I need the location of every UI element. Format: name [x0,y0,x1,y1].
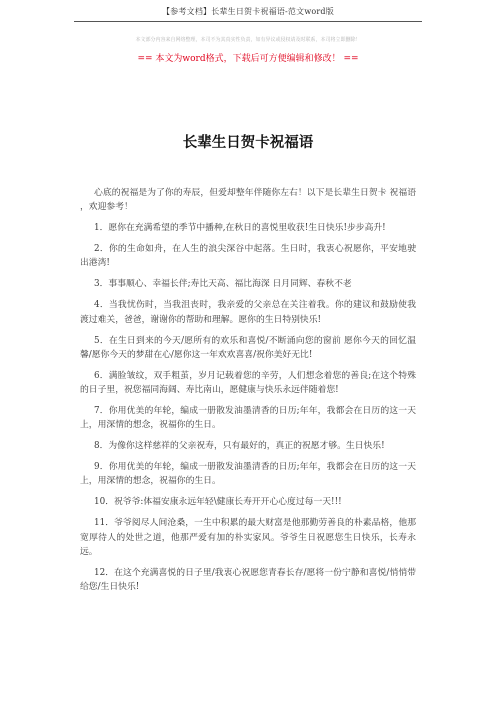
document-body [80,186,416,601]
page-header: 【参考文档】长辈生日贺卡祝福语-范文word版 [162,7,334,16]
wish-paragraph-1: 1．愿你在充满希望的季节中播种,在秋日的喜悦里收获!生日快乐!步步高升! [94,223,386,234]
intro-paragraph: 心底的祝福是为了你的寿辰，但爱却整年伴随你左右！以下是长辈生日贺卡 祝福语 ，欢迎参考！ [80,188,416,213]
wish-paragraph-6: 6．满脸皱纹，双手粗茧，岁月记载着您的辛劳，人们想念着您的善良;在这个特殊的日子里，祝您福同海阔、寿比南山，愿健康与快乐永远伴随着您! [80,370,416,396]
document-title: 长辈生日贺卡祝福语 [182,134,314,151]
wish-paragraph-2: 2．你的生命如舟，在人生的浪尖深谷中起落。生日时，我衷心祝愿你，平安地驶出港湾! [80,244,416,269]
disclaimer-text: 本文部分内容来自网络整理，本司不为其真实性负责，如有异议或侵权请及时联系，本司将立即删除！ [135,37,361,43]
header-divider [74,21,422,22]
wish-paragraph-12: 12．在这个充满喜悦的日子里/我衷心祝愿您青春长存/愿将一份宁静和喜悦/悄悄带给您/生日快乐! [80,567,416,593]
wish-paragraph-4: 4．当我忧伤时，当我沮丧时，我亲爱的父亲总在关注着我。你的建议和鼓励使我渡过难关，爸爸，谢谢你的帮助和理解。愿你的生日特别快乐! [80,300,416,325]
wish-paragraph-11: 11．爷爷阅尽人间沧桑，一生中积累的最大财富是他那勤劳善良的朴素品格，他那宽厚待人的处世之道，他那严爱有加的朴实家风。爷爷生日祝愿您生日快乐，长寿永远。 [80,518,416,557]
wish-paragraph-8: 8．为像你这样慈祥的父亲祝寿，只有最好的，真正的祝愿才够。生日快乐! [94,441,385,452]
wish-paragraph-9: 9．你用优美的年轮，编成一册散发油墨清香的日历;年年，我都会在日历的这一天上，用深情的想念，祝福你的生日。 [80,462,416,487]
wish-paragraph-3: 3．事事顺心、幸福长伴;寿比天高、福比海深 日月同辉、春秋不老 [94,279,352,290]
wish-paragraph-7: 7．你用优美的年轮，编成一册散发油墨清香的日历;年年，我都会在日历的这一天上，用深情的想念，祝福你的生日。 [80,406,416,431]
wish-paragraph-10: 10．祝爷爷:体福安康永远年轻\健康长寿开开心心度过每一天!!! [94,497,342,508]
wish-paragraph-5: 5．在生日到来的今天/愿所有的欢乐和喜悦/不断涌向您的窗前 愿你今天的回忆温馨/愿你今天的梦甜在心/愿你这一年欢欢喜喜/祝你美好无比! [80,335,416,360]
edit-notice: == 本文为word格式，下载后可方便编辑和修改！ == [137,54,359,64]
